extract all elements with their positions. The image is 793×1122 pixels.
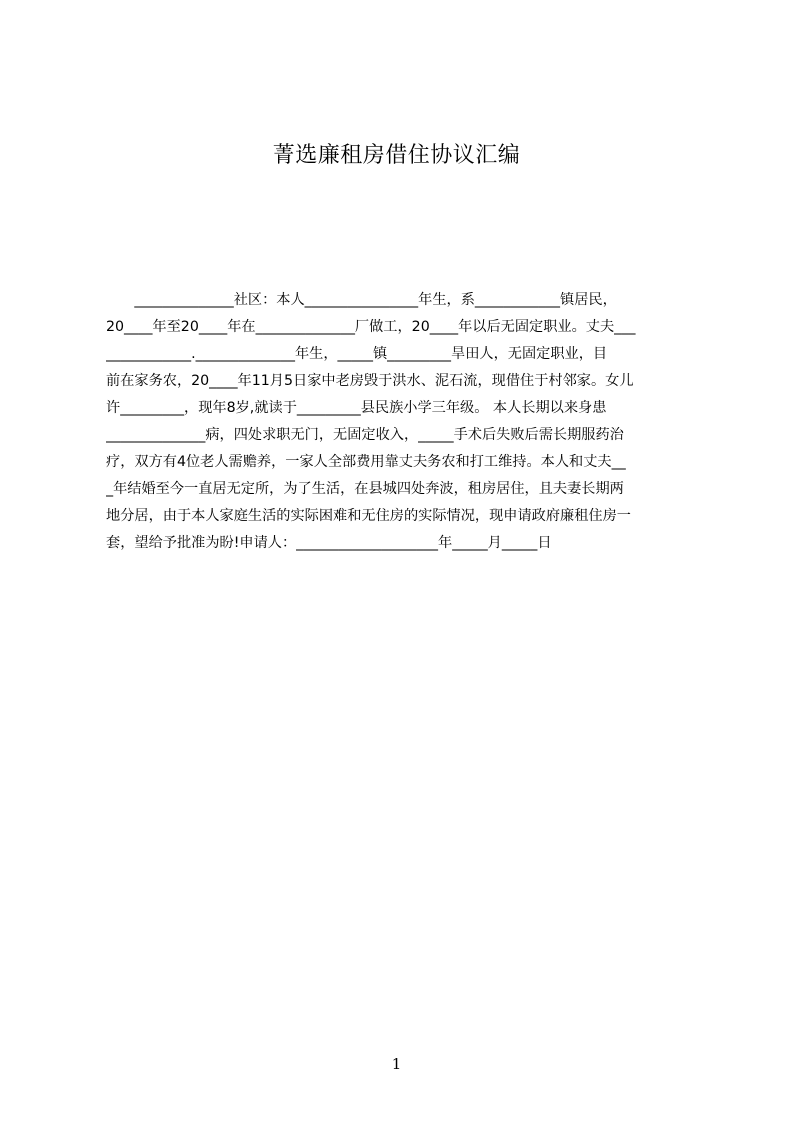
body-line-3: ____________.______________年生，_____镇_________旱田人，无固定职业，目 [106, 346, 608, 362]
body-line-5: 许_________，现年8岁,就读于_________县民族小学三年级。 本人长期以来身患 [106, 400, 607, 416]
body-line-7: 疗，双方有4位老人需赡养，一家人全部费用靠丈夫务农和打工维持。本人和丈夫__ [106, 454, 626, 470]
body-line-10: 套，望给予批准为盼!申请人：____________________年_____月_____日 [106, 535, 552, 551]
body-line-1: ______________社区：本人________________年生，系____________镇居民， [106, 292, 617, 308]
application-body [106, 287, 696, 557]
document-title: 菁选廉租房借住协议汇编 [272, 143, 521, 168]
body-line-8: _年结婚至今一直居无定所，为了生活，在县城四处奔波，租房居住，且夫妻长期两 [106, 481, 624, 497]
body-line-4: 前在家务农，20____年11月5日家中老房毁于洪水、泥石流，现借住于村邻家。女儿 [106, 373, 634, 389]
page-number: 1 [391, 1055, 402, 1073]
body-line-9: 地分居，由于本人家庭生活的实际困难和无住房的实际情况，现申请政府廉租住房一 [106, 508, 631, 524]
body-line-6: ______________病，四处求职无门，无固定收入，_____手术后失败后需长期服药治 [106, 427, 624, 443]
body-line-2: 20____年至20____年在______________厂做工，20____年以后无固定职业。丈夫___ [106, 319, 636, 335]
